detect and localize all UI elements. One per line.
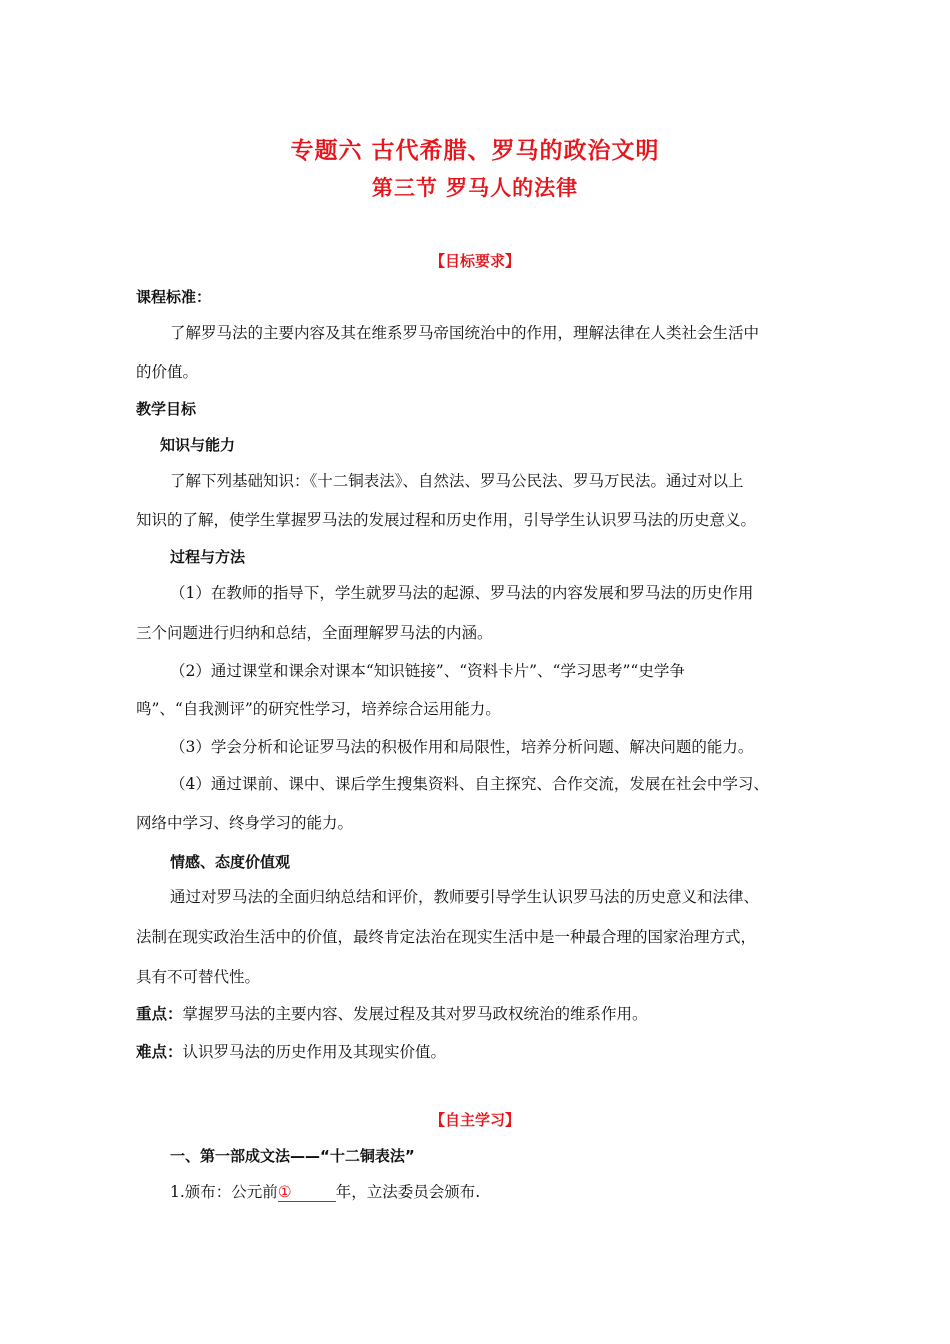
answer-blank-1[interactable]: ①	[278, 1183, 336, 1202]
teaching-goals-label: 教学目标	[136, 400, 197, 418]
difficult-point-label: 难点：	[136, 1043, 183, 1061]
process-item-1-line-1: （1）在教师的指导下，学生就罗马法的起源、罗马法的内容发展和罗马法的历史作用	[170, 584, 754, 602]
key-point-text: 掌握罗马法的主要内容、发展过程及其对罗马政权统治的维系作用。	[182, 1005, 648, 1023]
process-item-1-line-2: 三个问题进行归纳和总结，全面理解罗马法的内涵。	[136, 624, 493, 642]
process-item-3: （3）学会分析和论证罗马法的积极作用和局限性，培养分析问题、解决问题的能力。	[170, 738, 754, 756]
difficult-point-text: 认识罗马法的历史作用及其现实价值。	[182, 1043, 447, 1061]
attitude-text-line-3: 具有不可替代性。	[136, 968, 261, 986]
process-item-4-line-1: （4）通过课前、课中、课后学生搜集资料、自主探究、合作交流，发展在社会中学习、	[170, 775, 769, 793]
attitude-values-label: 情感、态度价值观	[170, 853, 291, 871]
self-study-heading: 【自主学习】	[429, 1111, 520, 1129]
part-1-title: 一、第一部成文法——“十二铜表法”	[170, 1147, 415, 1165]
process-item-2-line-2: 鸣”、“自我测评”的研究性学习，培养综合运用能力。	[136, 700, 501, 718]
attitude-text-line-1: 通过对罗马法的全面归纳总结和评价，教师要引导学生认识罗马法的历史意义和法律、	[170, 888, 760, 906]
difficult-point	[136, 1041, 446, 1063]
process-item-4-line-2: 网络中学习、终身学习的能力。	[136, 814, 354, 832]
item-1-suffix: 年，立法委员会颁布.	[335, 1183, 481, 1201]
curriculum-label: 课程标准：	[136, 288, 212, 306]
process-item-2-line-1: （2）通过课堂和课余对课本“知识链接”、“资料卡片”、“学习思考”“史学争	[170, 662, 685, 680]
process-method-label: 过程与方法	[170, 548, 246, 566]
key-point-label: 重点：	[136, 1005, 183, 1023]
key-point	[136, 1003, 648, 1025]
knowledge-text-line-2: 知识的了解，使学生掌握罗马法的发展过程和历史作用，引导学生认识罗马法的历史意义。	[136, 511, 757, 529]
curriculum-text-line-2: 的价值。	[136, 363, 199, 381]
knowledge-ability-label: 知识与能力	[160, 436, 236, 454]
document-title: 专题六 古代希腊、罗马的政治文明	[290, 138, 660, 164]
fill-in-item-1	[170, 1181, 480, 1203]
curriculum-text-line-1: 了解罗马法的主要内容及其在维系罗马帝国统治中的作用，理解法律在人类社会生活中	[170, 324, 760, 342]
knowledge-text-line-1: 了解下列基础知识：《十二铜表法》、自然法、罗马公民法、罗马万民法。通过对以上	[170, 472, 744, 490]
section-subtitle: 第三节 罗马人的法律	[371, 176, 579, 200]
item-1-prefix: 1.颁布：公元前	[170, 1183, 278, 1201]
attitude-text-line-2: 法制在现实政治生活中的价值，最终肯定法治在现实生活中是一种最合理的国家治理方式，	[136, 928, 757, 946]
objectives-heading: 【目标要求】	[429, 252, 520, 270]
